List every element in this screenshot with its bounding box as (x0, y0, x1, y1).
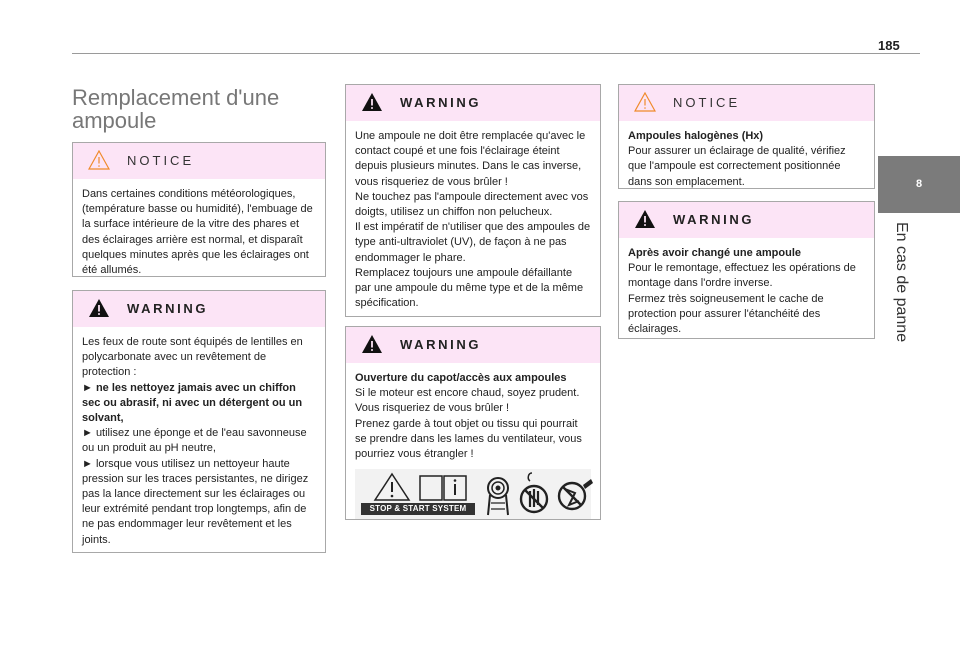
warning-paragraph-1: Si le moteur est encore chaud, soyez prudent. Vous risqueriez de vous brûler ! (355, 387, 580, 415)
warning-bullet-2: ► utilisez une éponge et de l'eau savonneuse ou un produit au pH neutre, (82, 427, 307, 455)
notice-text: Dans certaines conditions météorologiques, (température basse ou humidité), l'embuage de la surface intérieure de la vitre des phares et des éclairages arrière est normal, et disparaît quelques minutes après que les éclairages ont été allumés. (82, 188, 313, 277)
warning-triangle-icon (88, 298, 110, 318)
warning-label: WARNING (400, 337, 482, 352)
warning-box-lenses (72, 290, 326, 553)
chapter-tab[interactable] (878, 156, 960, 213)
notice-label: NOTICE (673, 95, 741, 110)
safety-pictograms (355, 469, 591, 519)
warning-header (346, 85, 600, 121)
warning-header (73, 291, 325, 327)
warning-triangle-icon (361, 92, 383, 112)
warning-box-after-change (618, 201, 875, 339)
warning-header (619, 202, 874, 238)
warning-label: WARNING (400, 95, 482, 110)
notice-header (619, 85, 874, 121)
warning-paragraph-2: Prenez garde à tout objet ou tissu qui pourrait se prendre dans les lames du ventilateur, vous pourriez vous étrangler ! (355, 417, 582, 461)
notice-box-condensation (72, 142, 326, 277)
header-rule (72, 53, 920, 54)
warning-triangle-icon (361, 334, 383, 354)
warning-paragraph-3: Il est impératif de n'utiliser que des ampoules de type anti-ultraviolet (UV), de façon à ne pas endommager le phare. (355, 221, 591, 264)
warning-label: WARNING (673, 212, 755, 227)
attention-icon (373, 472, 411, 502)
warning-label: WARNING (127, 301, 209, 316)
manual-book-icon (417, 472, 469, 502)
warning-paragraph-2: Fermez très soigneusement le cache de protection pour assurer l'étanchéité des éclairages. (628, 292, 824, 336)
warning-bullet-3: ► lorsque vous utilisez un nettoyeur haute pression sur les traces persistantes, ne dirigez pas la lance directement sur les éclairages ou leur extrémité pendant trop longtemps, afin de ne pas endommager leur revêtement et les joints. (82, 457, 309, 546)
notice-triangle-icon (634, 92, 656, 112)
notice-label: NOTICE (127, 153, 195, 168)
warning-box-bulb-replacement (345, 84, 601, 317)
warning-paragraph-1: Une ampoule ne doit être remplacée qu'avec le contact coupé et une fois l'éclairage éteint depuis plusieurs minutes. Dans le cas inverse, vous risqueriez de vous brûler ! (355, 130, 586, 188)
chapter-title-vertical (870, 222, 930, 352)
notice-text: Pour assurer un éclairage de qualité, vérifiez que l'ampoule est correctement positionnée dans son emplacement. (628, 145, 846, 188)
page-number: 185 (878, 38, 900, 53)
fan-belt-icon (485, 471, 511, 517)
warning-triangle-icon (634, 209, 656, 229)
chapter-number: 8 (915, 178, 923, 190)
warning-heading: Ouverture du capot/accès aux ampoules (355, 372, 567, 384)
no-hand-icon (518, 471, 550, 517)
notice-box-halogen (618, 84, 875, 189)
warning-heading: Après avoir changé une ampoule (628, 247, 801, 259)
warning-paragraph-1: Pour le remontage, effectuez les opérations de montage dans l'ordre inverse. (628, 262, 856, 290)
warning-paragraph-4: Remplacez toujours une ampoule défaillante par une ampoule du même type et de la même spécification. (355, 266, 584, 310)
warning-header (346, 327, 600, 363)
section-title: Remplacement d'une ampoule (72, 85, 280, 133)
no-tie-icon (555, 477, 595, 513)
warning-paragraph-2: Ne touchez pas l'ampoule directement avec vos doigts, utilisez un chiffon non pelucheux. (355, 190, 589, 219)
stop-start-label: STOP & START SYSTEM (361, 503, 475, 515)
warning-box-hood-opening (345, 326, 601, 520)
notice-triangle-icon (88, 150, 110, 170)
warning-bullet-1: ► ne les nettoyez jamais avec un chiffon sec ou abrasif, ni avec un détergent ou un solvant, (82, 381, 303, 425)
notice-header (73, 143, 325, 179)
chapter-title: En cas de panne (893, 222, 910, 343)
notice-heading: Ampoules halogènes (Hx) (628, 130, 764, 142)
warning-intro: Les feux de route sont équipés de lentilles en polycarbonate avec un revêtement de protection : (82, 336, 303, 379)
